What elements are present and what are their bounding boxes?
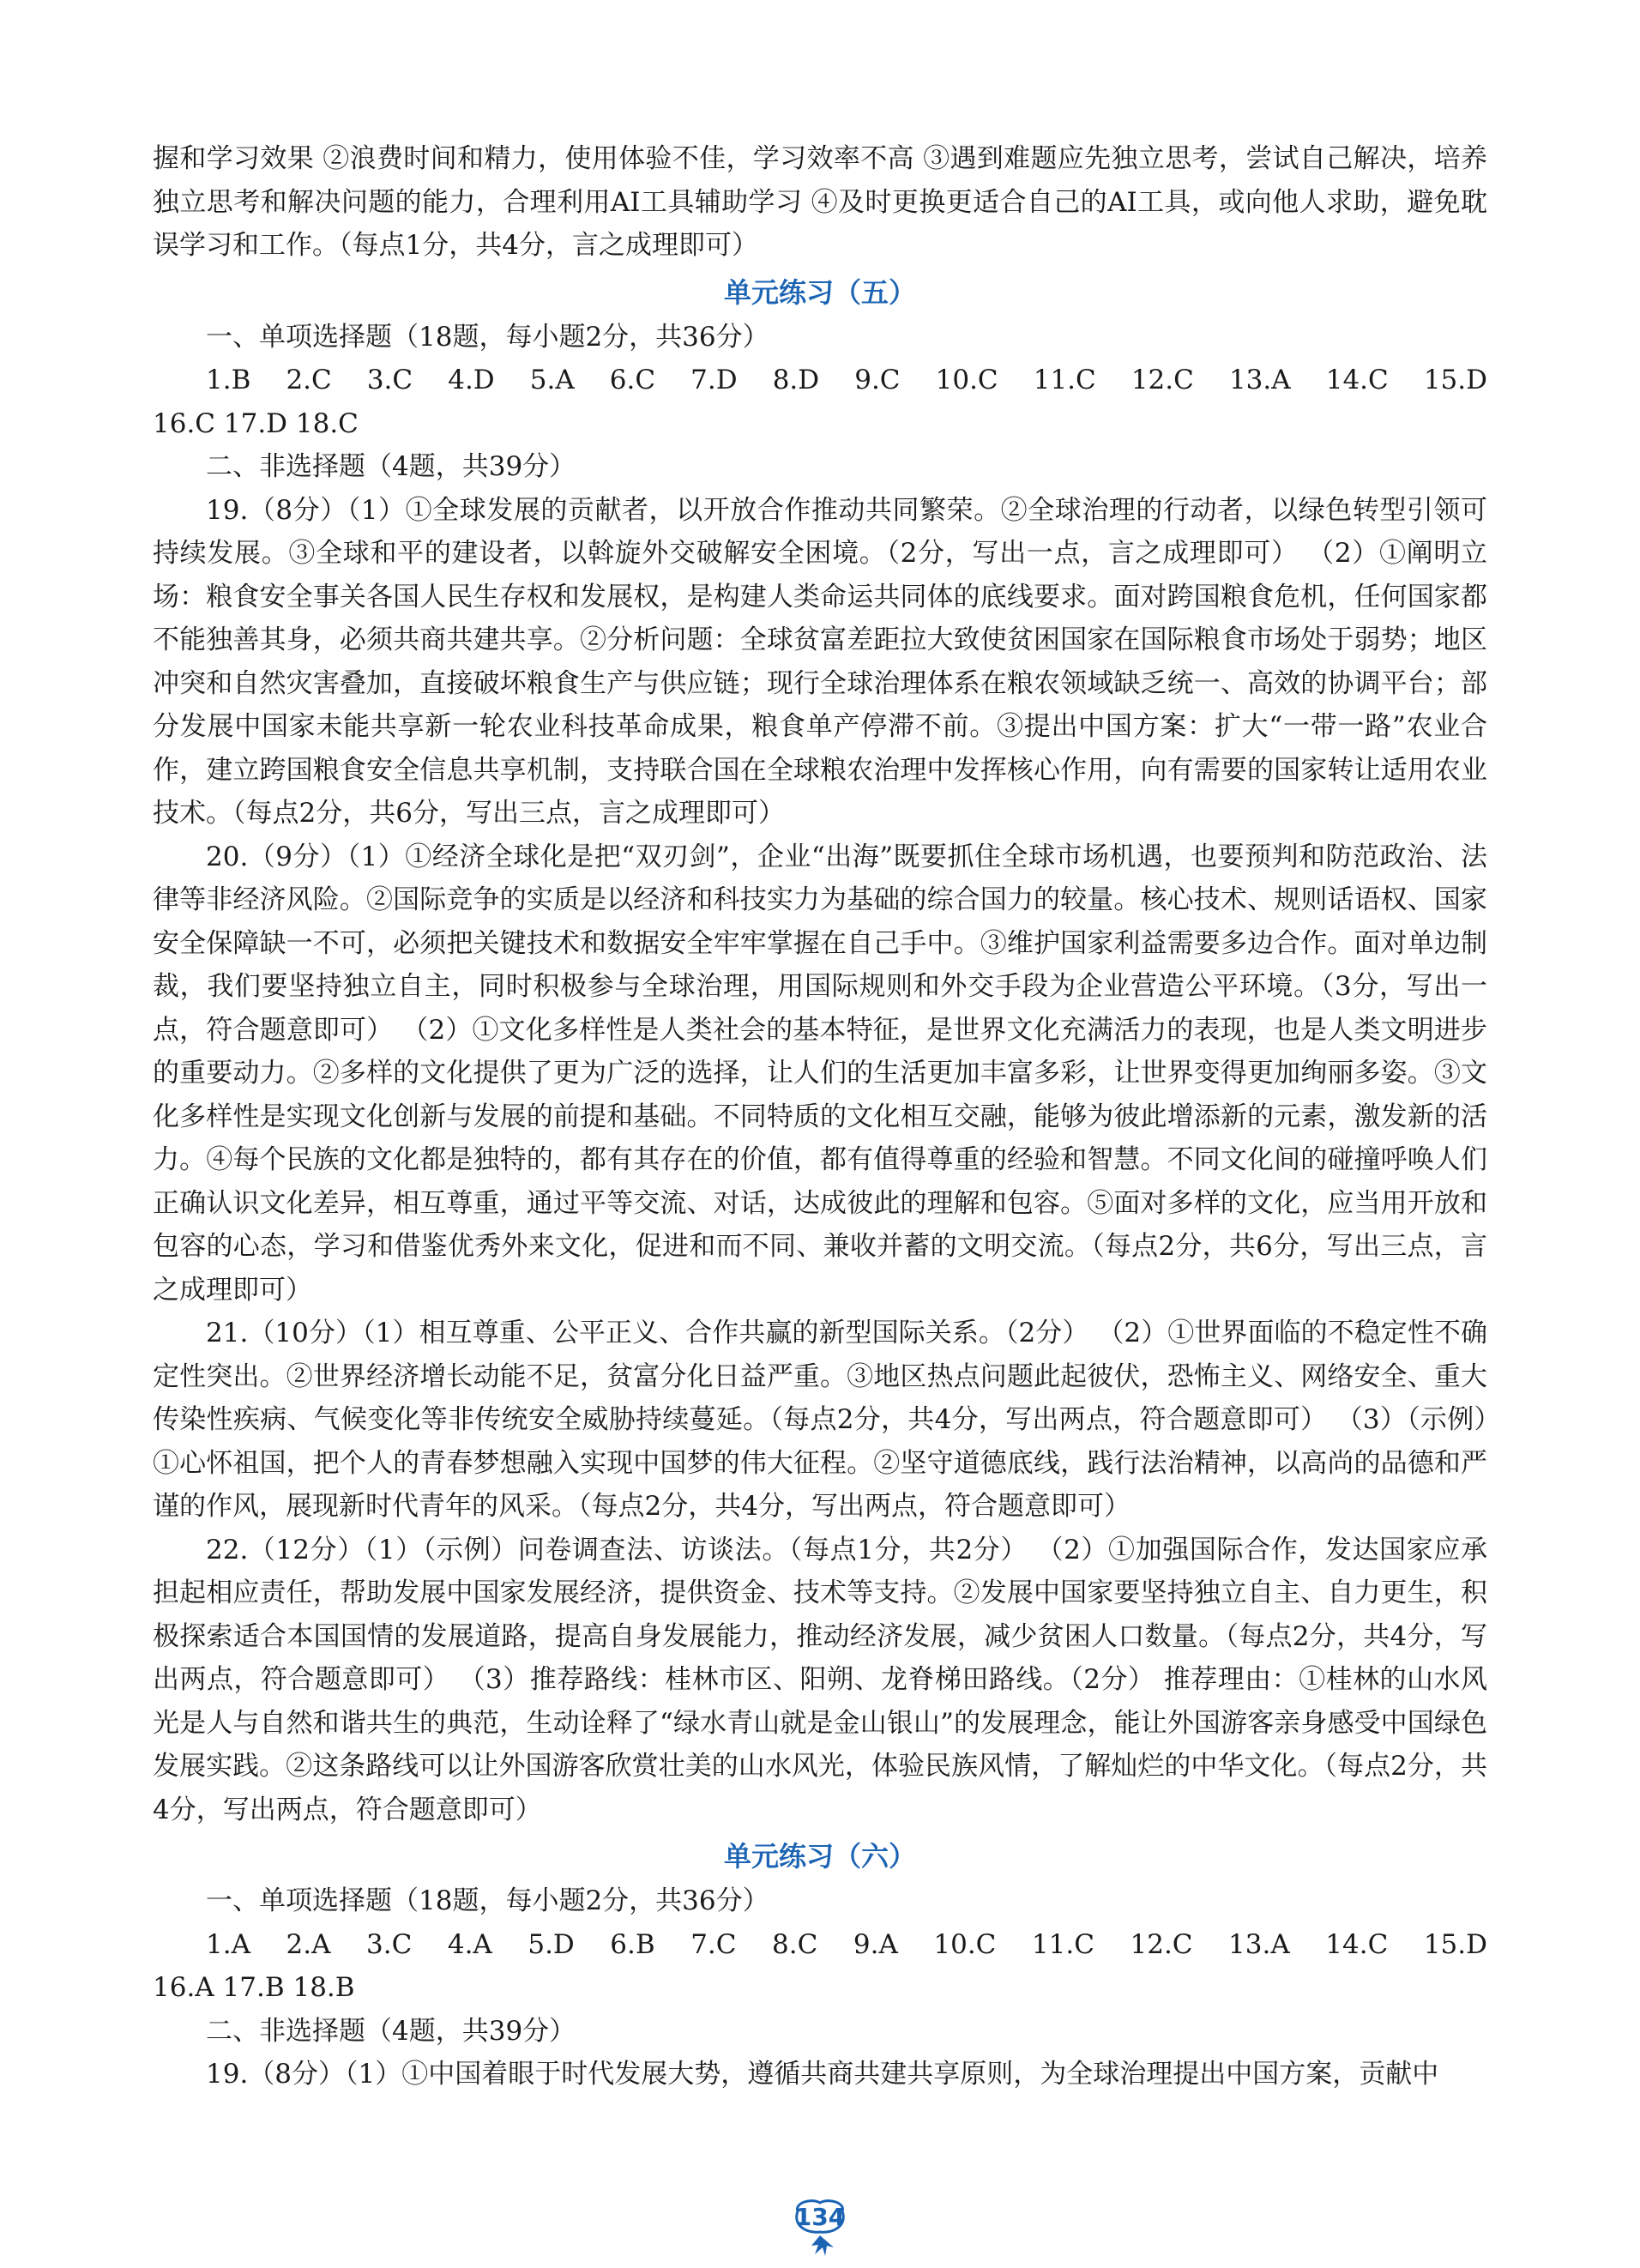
page-number: 134 xyxy=(794,2203,846,2231)
unit5-mc-row2: 16.C 17.D 18.C xyxy=(153,407,359,439)
unit5-title: 单元练习（五） xyxy=(723,275,916,309)
unit5-mc-answers xyxy=(153,359,1487,445)
unit6-title: 单元练习（六） xyxy=(723,1840,916,1873)
unit6-q19: 19.（8分）（1）①中国着眼于时代发展大势，遵循共商共建共享原则，为全球治理提出中国方案，贡献中 xyxy=(206,2059,1439,2090)
unit5-q22: 22.（12分）（1）（示例）问卷调查法、访谈法。（每点1分，共2分） （2）①加强国际合作，发达国家应承担起相应责任，帮助发展中国家发展经济，提供资金、技术等支持。②发展中国家要坚持独立自主、自力更生，积极探索适合本国国情的发展道路，提高自身发展能力，推动经济发展，减少贫困人口数量。（每点2分，共4分，写出两点，符合题意即可） （3）推荐路线：桂林市区、阳朔、龙脊梯田路线。（2分） 推荐理由：①桂林的山水风光是人与自然和谐共生的典范，生动诠释了“绿水青山就是金山银山”的发展理念，能让外国游客亲身感受中国绿色发展实践。②这条路线可以让外国游客欣赏壮美的山水风光，体验民族风情，了解灿烂的中华文化。（每点2分，共4分，写出两点，符合题意即可） xyxy=(153,1534,1487,1825)
unit5-q21: 21.（10分）（1）相互尊重、公平正义、合作共赢的新型国际关系。（2分） （2）①世界面临的不稳定性不确定性突出。②世界经济增长动能不足，贫富分化日益严重。③地区热点问题此起彼伏，恐怖主义、网络安全、重大传染性疾病、气候变化等非传统安全威胁持续蔓延。（每点2分，共4分，写出两点，符合题意即可） （3）（示例）①心怀祖国，把个人的青春梦想融入实现中国梦的伟大征程。②坚守道德底线，践行法治精神，以高尚的品德和严谨的作风，展现新时代青年的风采。（每点2分，共4分，写出两点，符合题意即可） xyxy=(153,1318,1487,1522)
answer-page xyxy=(153,137,1487,2096)
unit6-nonmc-heading: 二、非选择题（4题，共39分） xyxy=(206,2015,576,2047)
page-number-badge xyxy=(769,2196,871,2265)
unit6-mc-row2: 16.A 17.B 18.B xyxy=(153,1972,355,2003)
unit5-mc-heading: 一、单项选择题（18题，每小题2分，共36分） xyxy=(206,321,769,353)
unit5-nonmc-heading: 二、非选择题（4题，共39分） xyxy=(206,451,576,482)
unit5-q20: 20.（9分）（1）①经济全球化是把“双刃剑”，企业“出海”既要抓住全球市场机遇，也要预判和防范政治、法律等非经济风险。②国际竞争的实质是以经济和科技实力为基础的综合国力的较量。核心技术、规则话语权、国家安全保障缺一不可，必须把关键技术和数据安全牢牢掌握在自己手中。③维护国家利益需要多边合作。面对单边制裁，我们要坚持独立自主，同时积极参与全球治理，用国际规则和外交手段为企业营造公平环境。（3分，写出一点，符合题意即可） （2）①文化多样性是人类社会的基本特征，是世界文化充满活力的表现，也是人类文明进步的重要动力。②多样的文化提供了更为广泛的选择，让人们的生活更加丰富多彩，让世界变得更加绚丽多姿。③文化多样性是实现文化创新与发展的前提和基础。不同特质的文化相互交融，能够为彼此增添新的元素，激发新的活力。④每个民族的文化都是独特的，都有其存在的价值，都有值得尊重的经验和智慧。不同文化间的碰撞呼唤人们正确认识文化差异，相互尊重，通过平等交流、对话，达成彼此的理解和包容。⑤面对多样的文化，应当用开放和包容的心态，学习和借鉴优秀外来文化，促进和而不同、兼收并蓄的文明交流。（每点2分，共6分，写出三点，言之成理即可） xyxy=(153,841,1487,1306)
intro-paragraph: 握和学习效果 ②浪费时间和精力，使用体验不佳，学习效率不高 ③遇到难题应先独立思考，尝试自己解决，培养独立思考和解决问题的能力，合理利用AI工具辅助学习 ④及时更换更适合自己的AI工具，或向他人求助，避免耽误学习和工作。（每点1分，共4分，言之成理即可） xyxy=(153,143,1487,261)
unit6-mc-answers xyxy=(153,1923,1487,2010)
unit6-mc-heading: 一、单项选择题（18题，每小题2分，共36分） xyxy=(206,1885,769,1916)
unit6-mc-row1: 1.A 2.A 3.C 4.A 5.D 6.B 7.C 8.C 9.A 10.C 11.C 12.C 13.A 14.C 15.D xyxy=(206,1928,1487,1960)
unit5-mc-row1: 1.B 2.C 3.C 4.D 5.A 6.C 7.D 8.D 9.C 10.C 11.C 12.C 13.A 14.C 15.D xyxy=(206,365,1487,395)
unit5-q19: 19.（8分）（1）①全球发展的贡献者，以开放合作推动共同繁荣。②全球治理的行动者，以绿色转型引领可持续发展。③全球和平的建设者，以斡旋外交破解安全困境。（2分，写出一点，言之成理即可） （2）①阐明立场：粮食安全事关各国人民生存权和发展权，是构建人类命运共同体的底线要求。面对跨国粮食危机，任何国家都不能独善其身，必须共商共建共享。②分析问题：全球贫富差距拉大致使贫困国家在国际粮食市场处于弱势；地区冲突和自然灾害叠加，直接破坏粮食生产与供应链；现行全球治理体系在粮农领域缺乏统一、高效的协调平台；部分发展中国家未能共享新一轮农业科技革命成果，粮食单产停滞不前。③提出中国方案：扩大“一带一路”农业合作，建立跨国粮食安全信息共享机制，支持联合国在全球粮农治理中发挥核心作用，向有需要的国家转让适用农业技术。（每点2分，共6分，写出三点，言之成理即可） xyxy=(153,494,1487,829)
